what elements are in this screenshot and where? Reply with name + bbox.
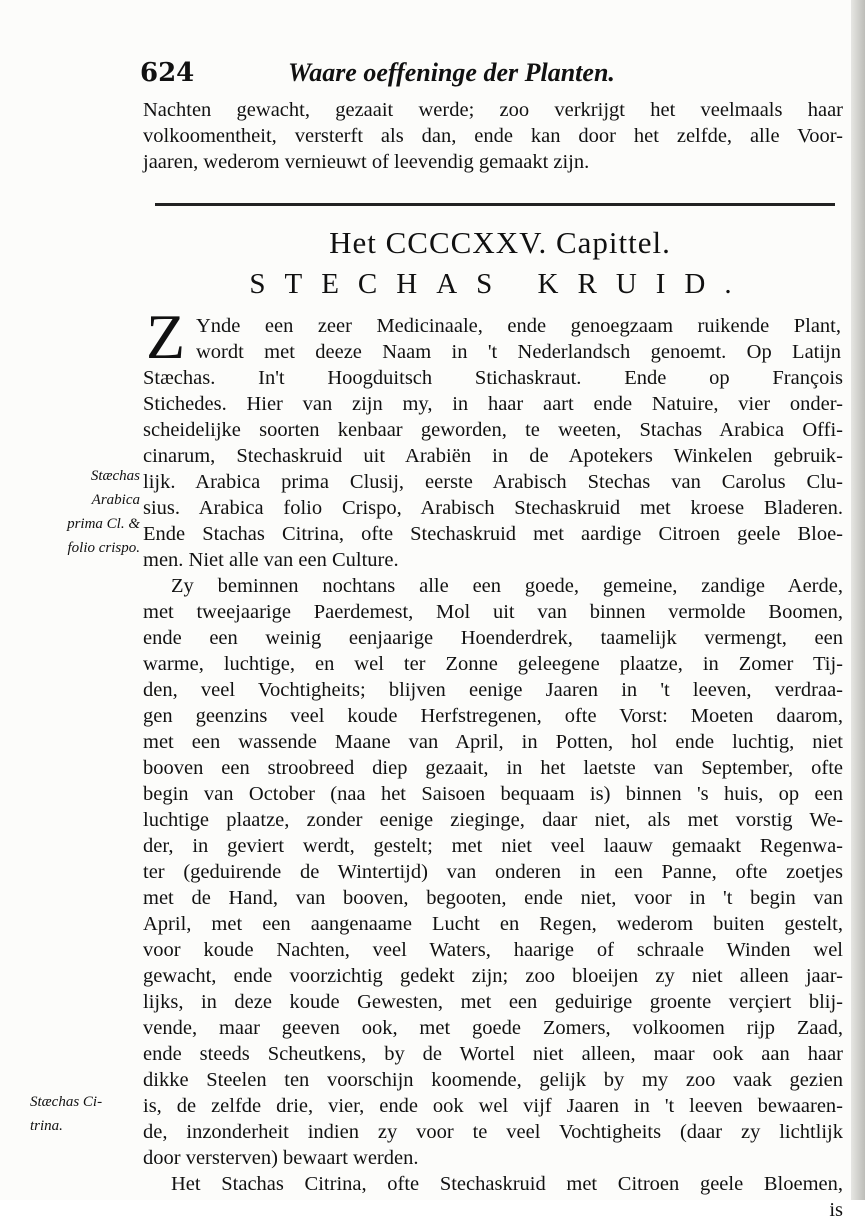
- text-line: is, de zelfde drie, vier, ende ook wel vijf Jaaren in 't leeven bewaaren-: [143, 1095, 843, 1117]
- plant-title: STECHAS KRUID.: [249, 268, 751, 300]
- section-divider: [155, 203, 835, 206]
- top-paragraph: [143, 97, 843, 175]
- text-line: ende een weinig eenjaarige Hoenderdrek, taamelijk vermengt, een: [143, 627, 843, 649]
- margin-note-line: Stæchas: [90, 468, 140, 484]
- text-line: Ynde een zeer Medicinaale, ende genoegzaam ruikende Plant,: [196, 315, 841, 337]
- text-line: lijks, in deze koude Gewesten, met een geduirige groente verçiert blij-: [143, 991, 843, 1013]
- text-line: warme, luchtige, en wel ter Zonne geleegene plaatze, in Zomer Tij-: [143, 653, 843, 675]
- margin-note: [30, 464, 140, 560]
- text-line: jaaren, wederom vernieuwt of leevendig gemaakt zijn.: [143, 151, 590, 173]
- running-title: Waare oeffeninge der Planten.: [288, 58, 615, 87]
- margin-note-line: Arabica: [91, 492, 140, 508]
- text-line: ter (geduirende de Wintertijd) van onderen in een Panne, ofte zoetjes: [143, 861, 843, 883]
- text-line: met een wassende Maane van April, in Potten, hol ende luchtig, niet: [143, 731, 843, 753]
- text-line: vende, maar geeven ook, met goede Zomers, volkoomen rijp Zaad,: [143, 1017, 843, 1039]
- text-line: Het Stachas Citrina, ofte Stechaskruid met Citroen geele Bloemen,: [171, 1173, 843, 1195]
- text-line: voor koude Nachten, veel Waters, haarige of schraale Winden wel: [143, 939, 843, 961]
- margin-note-line: folio crispo.: [67, 540, 140, 556]
- text-line: cinarum, Stechaskruid uit Arabiën in de Apotekers Winkelen gebruik-: [143, 445, 843, 467]
- text-line: April, met een aangenaame Lucht en Regen, wederom buiten gestelt,: [143, 913, 843, 935]
- text-line: ende steeds Scheutkens, by de Wortel niet alleen, maar ook aan haar: [143, 1043, 843, 1065]
- page-edge: [851, 0, 865, 1200]
- text-line: luchtige plaatze, zonder eenige zieginge, daar niet, als met vorstig We-: [143, 809, 843, 831]
- margin-note: [30, 1090, 140, 1138]
- text-line: den, veel Vochtigheits; blijven eenige Jaaren in 't leeven, verdraa-: [143, 679, 843, 701]
- indented-paragraph: [196, 313, 841, 365]
- text-line: wordt met deeze Naam in 't Nederlandsch genoemt. Op Latijn: [196, 341, 841, 363]
- main-text: [143, 365, 843, 1223]
- text-line: gen geenzins veel koude Herfstregenen, ofte Vorst: Moeten daarom,: [143, 705, 843, 727]
- text-line: Zy beminnen nochtans alle een goede, gemeine, zandige Aerde,: [171, 575, 843, 597]
- catchword: is: [829, 1199, 843, 1221]
- text-line: sius. Arabica folio Crispo, Arabisch Stechaskruid met kroese Bladeren.: [143, 497, 843, 519]
- text-line: Nachten gewacht, gezaait werde; zoo verkrijgt het veelmaals haar: [143, 99, 843, 121]
- text-line: scheidelijke soorten kenbaar geworden, te weeten, Stachas Arabica Offi-: [143, 419, 843, 441]
- text-line: Stæchas. In't Hoogduitsch Stichaskraut. Ende op François: [143, 367, 843, 389]
- text-line: lijk. Arabica prima Clusij, eerste Arabisch Stechas van Carolus Clu-: [143, 471, 843, 493]
- text-line: gewacht, ende voorzichtig gedekt zijn; zoo bloeijen zy niet alleen jaar-: [143, 965, 843, 987]
- text-line: met de Hand, van booven, begooten, ende niet, voor in 't begin van: [143, 887, 843, 909]
- text-line: begin van October (naa het Saisoen bequaam is) binnen 's huis, op een: [143, 783, 843, 805]
- text-line: Stichedes. Hier van zijn my, in haar aart ende Natuire, vier onder-: [143, 393, 843, 415]
- text-line: men. Niet alle van een Culture.: [143, 549, 399, 571]
- margin-note-line: Stæchas Ci-: [30, 1094, 103, 1110]
- text-line: Ende Stachas Citrina, ofte Stechaskruid met aardige Citroen geele Bloe-: [143, 523, 843, 545]
- chapter-title: Het CCCCXXV. Capittel.: [329, 225, 671, 260]
- text-line: der, in geviert werdt, gestelt; met niet veel laauw gemaakt Regenwa-: [143, 835, 843, 857]
- drop-cap: Z: [146, 301, 186, 372]
- text-line: de, inzonderheit indien zy voor te veel Vochtigheits (daar zy lichtlijk: [143, 1121, 843, 1143]
- text-line: door versterven) bewaart werden.: [143, 1147, 419, 1169]
- text-line: volkoomentheit, versterft als dan, ende kan door het zelfde, alle Voor-: [143, 125, 843, 147]
- margin-note-line: prima Cl. &: [67, 516, 140, 532]
- text-line: met tweejaarige Paerdemest, Mol uit van binnen vermolde Boomen,: [143, 601, 843, 623]
- page-number: 624: [140, 58, 195, 88]
- text-line: booven een stroobreed diep gezaait, in het laetste van September, ofte: [143, 757, 843, 779]
- text-line: dikke Steelen ten voorschijn koomende, gelijk by my zoo vaak gezien: [143, 1069, 843, 1091]
- page-header: [140, 58, 840, 94]
- margin-note-line: trina.: [30, 1118, 63, 1134]
